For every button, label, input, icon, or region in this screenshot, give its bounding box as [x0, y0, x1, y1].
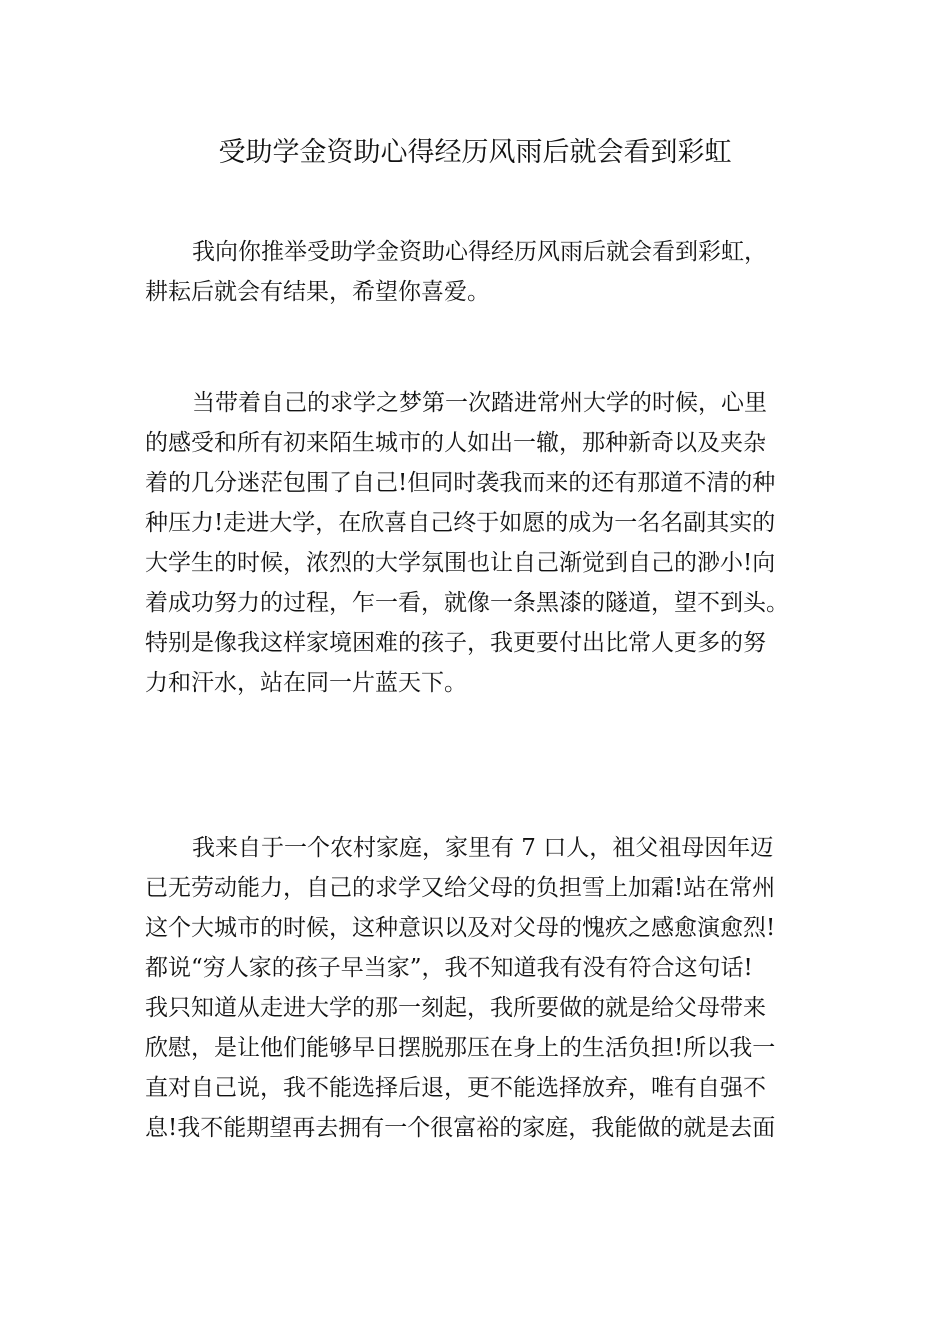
paragraph-line: 种压力!走进大学，在欣喜自己终于如愿的成为一名名副其实的: [145, 510, 776, 536]
paragraph-line: 已无劳动能力，自己的求学又给父母的负担雪上加霜!站在常州: [145, 875, 776, 901]
paragraph-line: 的感受和所有初来陌生城市的人如出一辙，那种新奇以及夹杂: [145, 430, 766, 456]
paragraph-family: [145, 828, 825, 1148]
paragraph-line: 都说“穷人家的孩子早当家”，我不知道我有没有符合这句话!: [145, 955, 753, 981]
paragraph-line: 我来自于一个农村家庭，家里有 7 口人，祖父祖母因年迈: [192, 835, 774, 861]
paragraph-line: 我向你推举受助学金资助心得经历风雨后就会看到彩虹，: [192, 239, 767, 265]
paragraph-line: 欣慰，是让他们能够早日摆脱那压在身上的生活负担!所以我一: [145, 1035, 776, 1061]
paragraph-line: 力和汗水，站在同一片蓝天下。: [145, 670, 467, 696]
paragraph-line: 耕耘后就会有结果，希望你喜爱。: [145, 279, 490, 305]
paragraph-line: 当带着自己的求学之梦第一次踏进常州大学的时候，心里: [192, 390, 767, 416]
paragraph-line: 特别是像我这样家境困难的孩子，我更要付出比常人更多的努: [145, 630, 766, 656]
paragraph-line: 大学生的时候，浓烈的大学氛围也让自己渐觉到自己的渺小!向: [145, 550, 776, 576]
paragraph-line: 这个大城市的时候，这种意识以及对父母的愧疚之感愈演愈烈!: [145, 915, 776, 941]
paragraph-line: 直对自己说，我不能选择后退，更不能选择放弃，唯有自强不: [145, 1075, 766, 1101]
paragraph-line: 着的几分迷茫包围了自己!但同时袭我而来的还有那道不清的种: [145, 470, 776, 496]
paragraph-university: [145, 383, 825, 703]
document-title: 受助学金资助心得经历风雨后就会看到彩虹: [218, 137, 732, 168]
paragraph-intro: [145, 232, 825, 312]
paragraph-line: 息!我不能期望再去拥有一个很富裕的家庭，我能做的就是去面: [145, 1115, 776, 1141]
paragraph-line: 我只知道从走进大学的那一刻起，我所要做的就是给父母带来: [145, 995, 766, 1021]
paragraph-line: 着成功努力的过程，乍一看，就像一条黑漆的隧道，望不到头。: [145, 590, 789, 616]
